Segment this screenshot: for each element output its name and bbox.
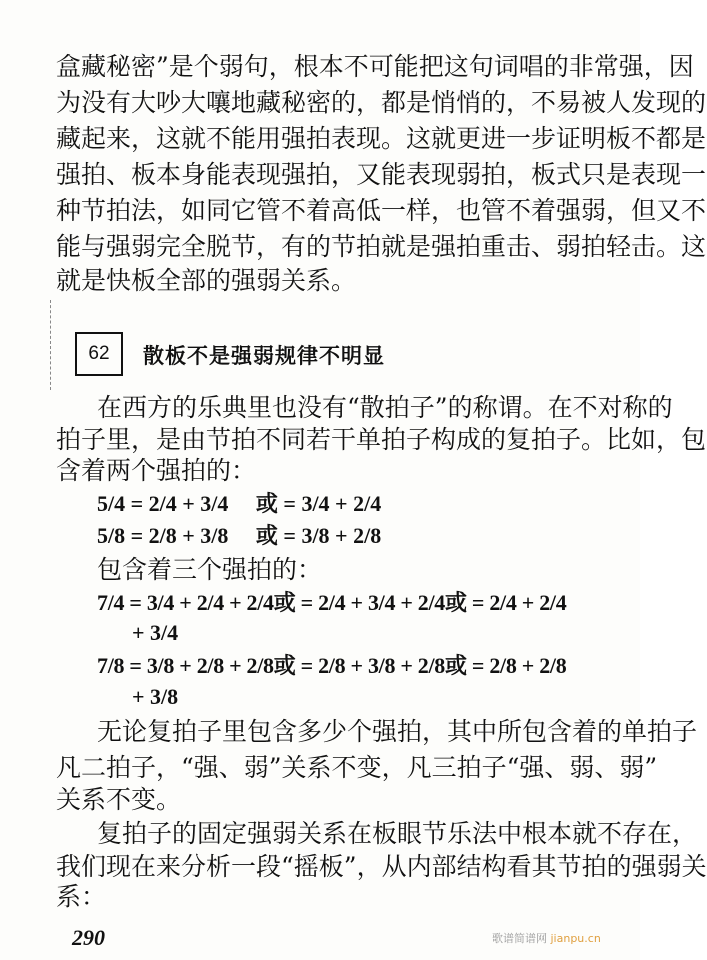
text-line: 在西方的乐典里也没有“散拍子”的称谓。在不对称的 [97,393,673,422]
text-line: 为没有大吵大嚷地藏秘密的，都是悄悄的，不易被人发现的 [56,88,707,117]
text-line: 藏起来，这就不能用强拍表现。这就更进一步证明板不都是 [56,124,707,153]
scan-margin-mark [50,300,52,390]
formula-label: 包含着三个强拍的： [97,555,323,584]
text-line: 就是快板全部的强弱关系。 [56,266,357,295]
page-number: 290 [72,925,105,950]
watermark-site: 歌谱简谱网 [492,932,547,945]
text-line: 系： [56,882,107,911]
formula: 7/4 = 3/4 + 2/4 + 2/4或 = 2/4 + 3/4 + 2/4或 = 2/4 + 2/4 [97,590,567,615]
formula: 5/8 = 2/8 + 3/8 或 = 3/8 + 2/8 [97,523,382,548]
formula-continuation: + 3/8 [132,684,179,709]
watermark-domain: jianpu.cn [550,932,601,945]
text-line: 凡二拍子，“强、弱”关系不变，凡三拍子“强、弱、弱” [56,753,658,782]
text-line: 拍子里，是由节拍不同若干单拍子构成的复拍子。比如，包 [56,425,707,454]
text-line: 盒藏秘密”是个弱句，根本不可能把这句词唱的非常强，因 [56,52,694,81]
text-line: 强拍、板本身能表现强拍，又能表现弱拍，板式只是表现一 [56,160,707,189]
section-number-box: 62 [75,332,123,376]
formula: 7/8 = 3/8 + 2/8 + 2/8或 = 2/8 + 3/8 + 2/8或 = 2/8 + 2/8 [97,653,567,678]
text-line: 能与强弱完全脱节，有的节拍就是强拍重击、弱拍轻击。这 [56,232,707,261]
formula: 5/4 = 2/4 + 3/4 或 = 3/4 + 2/4 [97,491,382,516]
text-line: 复拍子的固定强弱关系在板眼节乐法中根本就不存在， [97,819,698,848]
text-line: 含着两个强拍的： [56,456,257,485]
formula-continuation: + 3/4 [132,620,179,645]
watermark [492,930,601,946]
text-line: 无论复拍子里包含多少个强拍，其中所包含着的单拍子 [97,717,698,746]
text-line: 我们现在来分析一段“摇板”，从内部结构看其节拍的强弱关 [56,852,707,881]
text-line: 种节拍法，如同它管不着高低一样，也管不着强弱，但又不 [56,196,707,225]
text-line: 关系不变。 [56,785,182,814]
section-title: 散板不是强弱规律不明显 [143,344,385,368]
